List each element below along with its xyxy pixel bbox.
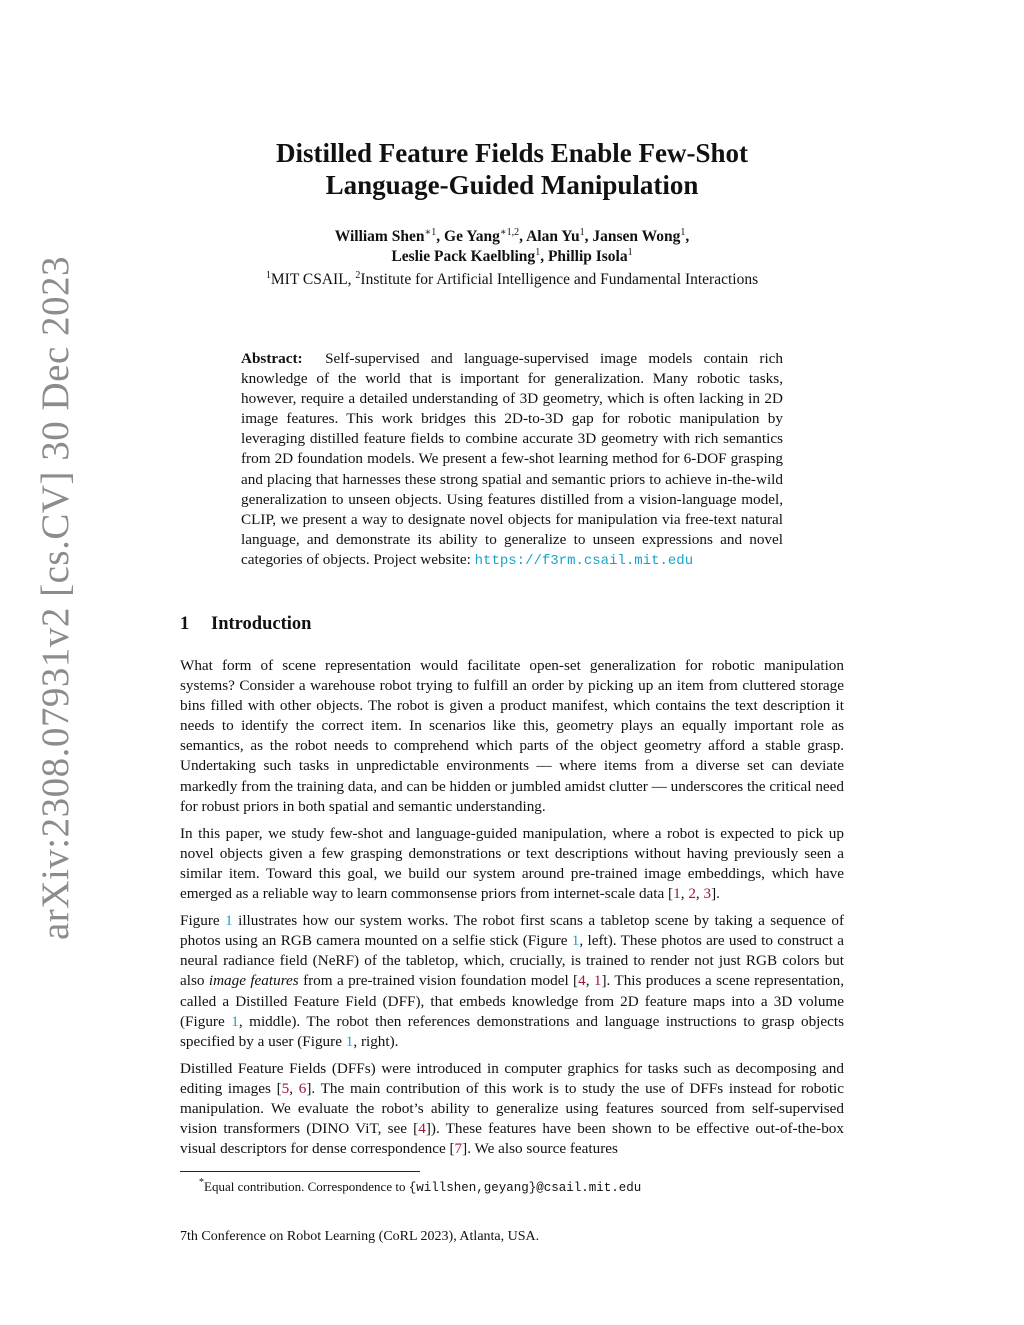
arxiv-identifier: arXiv:2308.07931v2 [cs.CV] 30 Dec 2023 bbox=[34, 255, 77, 940]
correspondence-emails: {willshen,geyang}@csail.mit.edu bbox=[408, 1181, 642, 1195]
figure-ref-link[interactable]: 1 bbox=[231, 1012, 239, 1030]
author-affil-mark: ∗1 bbox=[424, 227, 437, 238]
body-text bbox=[180, 656, 844, 1166]
citation-link[interactable]: 6 bbox=[298, 1079, 307, 1097]
author-affil-mark: 1 bbox=[535, 247, 541, 258]
title-line-2: Language-Guided Manipulation bbox=[325, 170, 699, 200]
section-heading bbox=[180, 614, 311, 635]
footnote-rule bbox=[180, 1171, 420, 1172]
conference-note: 7th Conference on Robot Learning (CoRL 2023), Atlanta, USA. bbox=[180, 1229, 540, 1244]
author-name: Ge Yang bbox=[444, 228, 500, 245]
figure-ref-link[interactable]: 1 bbox=[225, 912, 233, 930]
abstract-text: Self-supervised and language-supervised image models contain rich knowledge of the world that is important for generalization. Many robotic tasks, however, require a detailed understanding of 3D geometry, which is often lacking in 2D image features. This work bridges this 2D-to-3D gap for robotic manipulation by leveraging distilled feature fields to combine accurate 3D geometry with rich semantics from 2D foundation models. We present a few-shot learning method for 6-DOF grasping and placing that harnesses these strong spatial and semantic priors to achieve in-the-wild generalization to unseen objects. Using features distilled from a vision-language model, CLIP, we present a way to designate novel objects for manipulation via free-text natural language, and demonstrate its ability to generalize to unseen expressions and novel categories of objects. Project website: bbox=[241, 350, 784, 568]
author-affil-mark: 1 bbox=[680, 227, 686, 238]
paragraph: Distilled Feature Fields (DFFs) were introduced in computer graphics for tasks such as decomposing and editing images [5, 6]. The main contribution of this work is to study the use of DFFs instead for robotic manipulation. We evaluate the robot’s ability to generalize using features sourced from self-supervised vision transformers (DINO ViT, see [4]). These features have been shown to be effective out-of-the-box visual descriptors for dense correspondence [7]. We also source features bbox=[180, 1059, 844, 1158]
author-affil-mark: 1 bbox=[579, 227, 585, 238]
author-name: William Shen bbox=[334, 228, 425, 245]
abstract-label: Abstract: bbox=[241, 350, 303, 367]
author-name: Jansen Wong bbox=[592, 228, 681, 245]
citation-link[interactable]: 3 bbox=[703, 885, 712, 903]
author-name: Alan Yu bbox=[526, 228, 580, 245]
citation-link[interactable]: 4 bbox=[418, 1120, 426, 1138]
author-name: Leslie Pack Kaelbling bbox=[391, 248, 536, 265]
citation-link[interactable]: 4 bbox=[578, 972, 586, 990]
citation-link[interactable]: 1 bbox=[593, 972, 602, 990]
title-line-1: Distilled Feature Fields Enable Few-Shot bbox=[276, 138, 748, 168]
citation-link[interactable]: 2 bbox=[688, 885, 696, 903]
author-affil-mark: ∗1,2 bbox=[499, 227, 520, 238]
footnote-mark: * bbox=[199, 1177, 204, 1188]
paragraph: Figure 1 illustrates how our system works. The robot first scans a tabletop scene by taking a sequence of photos using an RGB camera mounted on a selfie stick (Figure 1, left). These photos are used to construct a neural radiance field (NeRF) of the tabletop, which, crucially, is trained to render not just RGB colors but also image features from a pre-trained vision foundation model [4, 1]. This produces a scene representation, called a Distilled Feature Field (DFF), that embeds knowledge from 2D feature maps into a 3D volume (Figure 1, middle). The robot then references demonstrations and language instructions to grasp objects specified by a user (Figure 1, right). bbox=[180, 912, 845, 1050]
abstract bbox=[241, 349, 783, 571]
section-number: 1 bbox=[180, 614, 190, 634]
author-affil-mark: 1 bbox=[627, 247, 633, 258]
paragraph: In this paper, we study few-shot and language-guided manipulation, where a robot is expected to pick up novel objects given a few grasping demonstrations or text descriptions without having previously seen a similar item. Toward this goal, we build our system around pre-trained image embeddings, which have emerged as a reliable way to learn commonsense priors from internet-scale data [1, 2, 3]. bbox=[180, 824, 844, 903]
citation-link[interactable]: 1 bbox=[673, 885, 681, 903]
author-name: Phillip Isola bbox=[547, 248, 628, 265]
paragraph: What form of scene representation would facilitate open-set generalization for robotic manipulation systems? Consider a warehouse robot trying to fulfill an order by picking up an item from cluttered storage bins filled with other objects. The robot is given a product manifest, which contains the text description it needs to identify the correct item. In scenarios like this, geometry plays an equally important role as semantics, as the robot needs to comprehend which parts of the object geometry afford a stable grasp. Undertaking such tasks in unpredictable environments — where items from a diverse set can deviate markedly from the training data, and can be hidden or jumbled amidst clutter — underscores the critical need for robust priors in both spatial and semantic understanding. bbox=[180, 657, 844, 815]
affiliations: $^1$MIT CSAIL, $^2$Institute for Artificial Intelligence and Fundamental Interactions bbox=[265, 270, 759, 288]
citation-link[interactable]: 5 bbox=[281, 1079, 290, 1097]
emphasis: image features bbox=[208, 972, 299, 990]
section-title: Introduction bbox=[211, 614, 312, 634]
author-list: William Shen$^{∗1}$, Ge Yang$^{∗1,2}$, Alan Yu$^1$, Jansen Wong$^1$, Leslie Pack Kaelbling$^1$, Phillip Isola$^1$ bbox=[334, 227, 690, 265]
project-website-link[interactable]: https://f3rm.csail.mit.edu bbox=[474, 552, 694, 569]
footnote: *Equal contribution. Correspondence to {willshen,geyang}@csail.mit.edu bbox=[199, 1177, 642, 1195]
citation-link[interactable]: 7 bbox=[454, 1140, 463, 1158]
figure-ref-link[interactable]: 1 bbox=[345, 1032, 354, 1050]
figure-ref-link[interactable]: 1 bbox=[571, 932, 580, 950]
paper-title bbox=[180, 137, 844, 201]
